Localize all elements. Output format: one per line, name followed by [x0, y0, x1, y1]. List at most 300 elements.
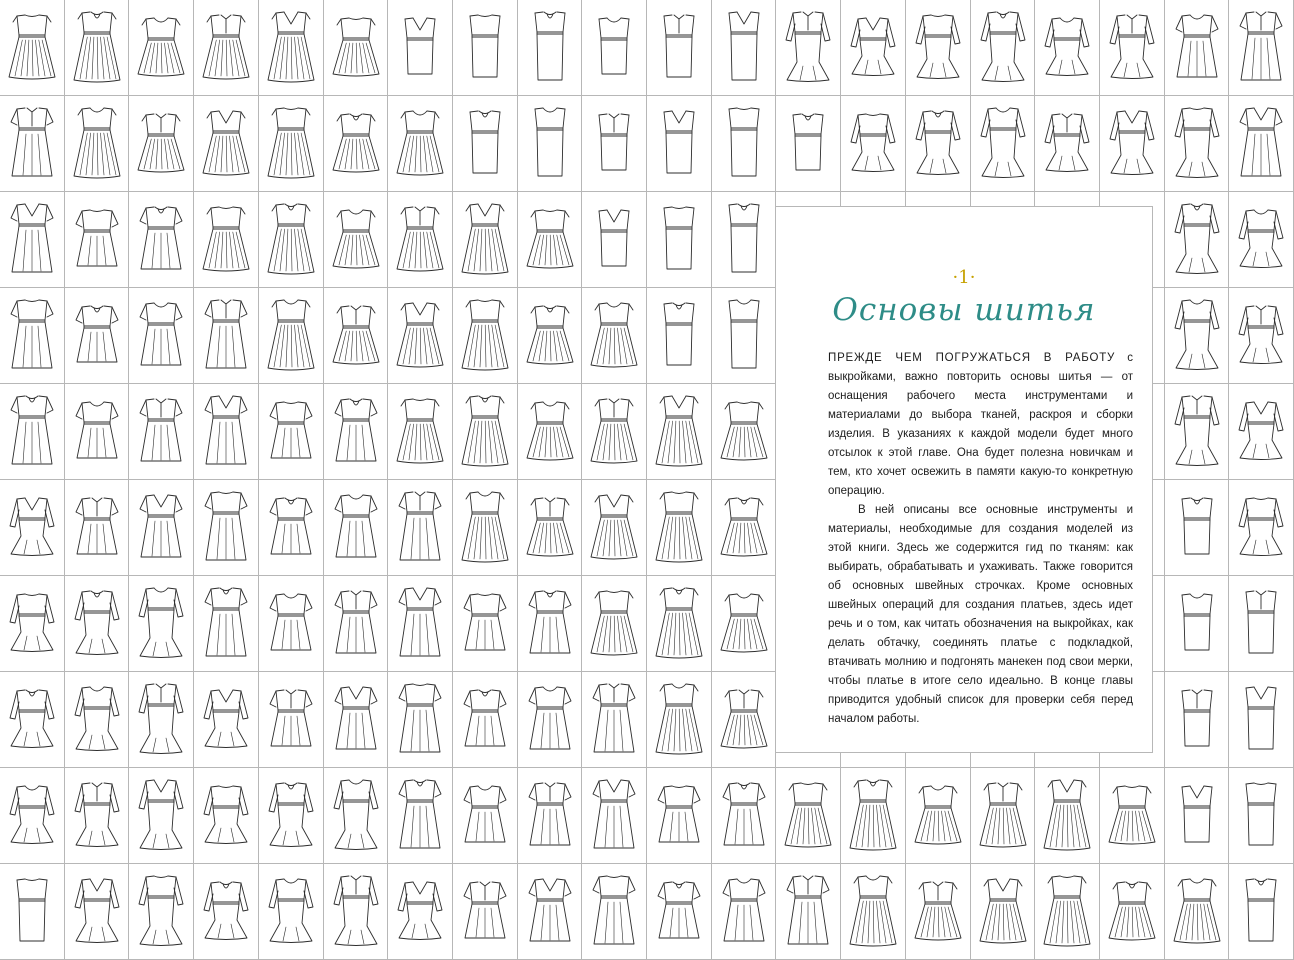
dress-sketch-cell: [453, 480, 518, 576]
chapter-paragraph-2: В ней описаны все основные инструменты и материалы, необходимые для создания моделей из этой книги. Здесь же содержится гид по тканям: как выбирать, обрабатывать и ухаживать. Также говорится об основных швейных строчках. Кроме основных швейных операций для создания платьев, здесь идет речь и о том, как читать обозначения на выкройках, как делать обтачку, соединять платье с подкладкой, втачивать молнию и подгонять манекен под свои мерки, чтобы платье в итоге село идеально. В конце главы приводится удобный список для проверки себя перед началом работы.: [828, 504, 1133, 725]
chapter-lead-caps: ПРЕЖДЕ ЧЕМ ПОГРУЖАТЬСЯ В РАБОТУ: [828, 352, 1116, 364]
dress-sketch-icon: [7, 298, 57, 374]
dress-sketch-icon: [848, 778, 898, 854]
dress-sketch-icon: [331, 112, 381, 176]
dress-sketch-cell: [647, 576, 712, 672]
dress-sketch-cell: [324, 672, 388, 768]
dress-sketch-cell: [65, 96, 129, 192]
dress-sketch-cell: [518, 672, 582, 768]
dress-sketch-cell: [259, 288, 324, 384]
dress-sketch-cell: [971, 864, 1035, 960]
dress-sketch-icon: [589, 301, 639, 371]
dress-sketch-icon: [1042, 874, 1092, 950]
dress-sketch-icon: [201, 586, 251, 662]
dress-sketch-cell: [129, 480, 194, 576]
dress-sketch-icon: [136, 778, 186, 854]
dress-sketch-icon: [913, 880, 963, 944]
dress-sketch-cell: [647, 384, 712, 480]
dress-sketch-cell: [0, 672, 65, 768]
dress-sketch-cell: [0, 96, 65, 192]
dress-sketch-icon: [525, 208, 575, 272]
dress-sketch-cell: [1035, 96, 1100, 192]
dress-sketch-icon: [266, 877, 316, 947]
dress-sketch-icon: [589, 493, 639, 563]
dress-sketch-icon: [1236, 877, 1286, 947]
dress-sketch-icon: [1172, 688, 1222, 752]
dress-sketch-icon: [783, 112, 833, 176]
dress-sketch-icon: [654, 490, 704, 566]
dress-sketch-cell: [1229, 480, 1294, 576]
dress-sketch-icon: [525, 781, 575, 851]
dress-sketch-icon: [395, 301, 445, 371]
dress-sketch-icon: [136, 493, 186, 563]
dress-sketch-cell: [1165, 192, 1229, 288]
dress-sketch-icon: [1236, 781, 1286, 851]
dress-sketch-cell: [259, 768, 324, 864]
dress-sketch-icon: [201, 688, 251, 752]
dress-sketch-icon: [201, 298, 251, 374]
dress-sketch-icon: [1042, 16, 1092, 80]
chapter-body: [828, 349, 1133, 729]
dress-sketch-icon: [460, 109, 510, 179]
dress-sketch-cell: [712, 672, 776, 768]
dress-sketch-icon: [525, 589, 575, 659]
dress-sketch-icon: [589, 208, 639, 272]
dress-sketch-cell: [518, 384, 582, 480]
dress-sketch-icon: [136, 205, 186, 275]
dress-sketch-icon: [719, 10, 769, 86]
dress-sketch-icon: [1172, 202, 1222, 278]
dress-sketch-icon: [589, 682, 639, 758]
dress-sketch-cell: [129, 0, 194, 96]
dress-sketch-cell: [129, 384, 194, 480]
dress-sketch-icon: [913, 13, 963, 83]
dress-sketch-cell: [259, 0, 324, 96]
dress-sketch-cell: [518, 768, 582, 864]
dress-sketch-cell: [0, 0, 65, 96]
dress-sketch-cell: [324, 480, 388, 576]
dress-sketch-cell: [712, 288, 776, 384]
dress-sketch-cell: [65, 864, 129, 960]
dress-sketch-cell: [518, 96, 582, 192]
dress-sketch-icon: [848, 874, 898, 950]
dress-sketch-cell: [388, 576, 453, 672]
dress-sketch-icon: [783, 781, 833, 851]
dress-sketch-cell: [1100, 768, 1165, 864]
dress-sketch-cell: [194, 672, 259, 768]
dress-sketch-cell: [324, 96, 388, 192]
dress-sketch-icon: [72, 685, 122, 755]
dress-sketch-cell: [453, 192, 518, 288]
dress-sketch-cell: [324, 768, 388, 864]
dress-sketch-cell: [712, 864, 776, 960]
dress-sketch-icon: [460, 490, 510, 566]
dress-sketch-cell: [388, 192, 453, 288]
dress-sketch-icon: [525, 10, 575, 86]
dress-sketch-cell: [582, 768, 647, 864]
dress-sketch-cell: [582, 96, 647, 192]
chapter-number: ·1·: [952, 267, 976, 288]
dress-sketch-cell: [712, 96, 776, 192]
dress-sketch-icon: [1236, 10, 1286, 86]
dress-sketch-icon: [201, 205, 251, 275]
chapter-paragraph-1: [828, 349, 1133, 501]
dress-sketch-cell: [647, 672, 712, 768]
dress-sketch-cell: [906, 0, 971, 96]
dress-sketch-cell: [388, 768, 453, 864]
dress-sketch-cell: [129, 192, 194, 288]
dress-sketch-icon: [1172, 592, 1222, 656]
dress-sketch-icon: [395, 586, 445, 662]
dress-sketch-cell: [194, 768, 259, 864]
dress-sketch-cell: [194, 192, 259, 288]
dress-sketch-cell: [1229, 576, 1294, 672]
dress-sketch-icon: [136, 301, 186, 371]
dress-sketch-cell: [388, 672, 453, 768]
dress-sketch-cell: [259, 96, 324, 192]
dress-sketch-icon: [395, 880, 445, 944]
dress-sketch-cell: [712, 768, 776, 864]
dress-sketch-icon: [654, 394, 704, 470]
dress-sketch-icon: [266, 592, 316, 656]
dress-sketch-icon: [1107, 784, 1157, 848]
chapter-paragraph-1-text: с выкройками, важно повторить основы шитья — от оснащения рабочего места инструментами и материалами до выбора тканей, раскроя и сборки изделия. В указаниях к каждой модели будет много отсылок к этой главе. Она будет полезна новичкам и тем, кто хочет освежить в памяти какую-то конкретную операцию.: [828, 352, 1133, 497]
dress-sketch-icon: [525, 496, 575, 560]
dress-sketch-icon: [7, 496, 57, 560]
dress-sketch-icon: [72, 400, 122, 464]
dress-sketch-icon: [1236, 400, 1286, 464]
dress-sketch-icon: [1172, 298, 1222, 374]
dress-sketch-icon: [395, 397, 445, 467]
dress-sketch-icon: [589, 778, 639, 854]
dress-sketch-icon: [654, 880, 704, 944]
dress-sketch-cell: [453, 672, 518, 768]
dress-sketch-cell: [65, 576, 129, 672]
dress-sketch-icon: [331, 493, 381, 563]
dress-sketch-cell: [259, 672, 324, 768]
dress-sketch-cell: [776, 96, 841, 192]
dress-sketch-icon: [978, 106, 1028, 182]
dress-sketch-icon: [1172, 394, 1222, 470]
dress-sketch-icon: [1172, 106, 1222, 182]
dress-sketch-cell: [906, 864, 971, 960]
dress-sketch-cell: [647, 96, 712, 192]
dress-sketch-icon: [589, 112, 639, 176]
dress-sketch-cell: [259, 192, 324, 288]
dress-sketch-icon: [72, 877, 122, 947]
dress-sketch-icon: [654, 205, 704, 275]
dress-sketch-cell: [65, 288, 129, 384]
dress-sketch-icon: [1172, 877, 1222, 947]
dress-sketch-cell: [324, 288, 388, 384]
dress-sketch-cell: [647, 288, 712, 384]
dress-sketch-icon: [201, 109, 251, 179]
dress-sketch-icon: [719, 877, 769, 947]
dress-sketch-cell: [582, 384, 647, 480]
dress-sketch-icon: [331, 778, 381, 854]
dress-sketch-icon: [266, 106, 316, 182]
dress-sketch-cell: [194, 864, 259, 960]
dress-sketch-cell: [388, 288, 453, 384]
dress-sketch-cell: [453, 384, 518, 480]
dress-sketch-icon: [525, 106, 575, 182]
dress-sketch-cell: [841, 96, 906, 192]
dress-sketch-icon: [460, 592, 510, 656]
dress-sketch-cell: [712, 0, 776, 96]
dress-sketch-icon: [331, 208, 381, 272]
dress-sketch-icon: [654, 13, 704, 83]
dress-sketch-icon: [654, 301, 704, 371]
dress-sketch-icon: [136, 874, 186, 950]
dress-sketch-icon: [1236, 496, 1286, 560]
dress-sketch-cell: [65, 480, 129, 576]
dress-sketch-icon: [72, 589, 122, 659]
dress-sketch-cell: [65, 384, 129, 480]
dress-sketch-icon: [72, 208, 122, 272]
dress-sketch-icon: [589, 874, 639, 950]
dress-sketch-cell: [776, 864, 841, 960]
dress-sketch-icon: [7, 13, 57, 83]
dress-sketch-icon: [266, 400, 316, 464]
dress-sketch-cell: [1165, 768, 1229, 864]
dress-sketch-cell: [647, 0, 712, 96]
dress-sketch-cell: [129, 672, 194, 768]
dress-sketch-cell: [65, 0, 129, 96]
dress-sketch-icon: [1107, 109, 1157, 179]
dress-sketch-icon: [1236, 208, 1286, 272]
dress-sketch-icon: [331, 874, 381, 950]
dress-sketch-cell: [259, 480, 324, 576]
dress-sketch-cell: [1165, 96, 1229, 192]
dress-sketch-icon: [331, 304, 381, 368]
dress-sketch-cell: [324, 576, 388, 672]
dress-sketch-cell: [518, 576, 582, 672]
dress-sketch-cell: [1165, 672, 1229, 768]
dress-sketch-icon: [72, 304, 122, 368]
dress-sketch-icon: [7, 877, 57, 947]
dress-sketch-icon: [1236, 589, 1286, 659]
dress-sketch-icon: [978, 877, 1028, 947]
dress-sketch-icon: [719, 496, 769, 560]
dress-sketch-cell: [453, 96, 518, 192]
dress-sketch-icon: [1107, 13, 1157, 83]
dress-sketch-icon: [201, 13, 251, 83]
dress-sketch-icon: [395, 109, 445, 179]
dress-sketch-cell: [388, 0, 453, 96]
dress-sketch-icon: [848, 112, 898, 176]
dress-sketch-icon: [848, 16, 898, 80]
dress-sketch-cell: [582, 480, 647, 576]
dress-sketch-icon: [783, 874, 833, 950]
dress-sketch-cell: [194, 0, 259, 96]
dress-sketch-icon: [201, 490, 251, 566]
dress-sketch-icon: [719, 298, 769, 374]
dress-sketch-cell: [841, 768, 906, 864]
dress-sketch-icon: [72, 10, 122, 86]
dress-sketch-icon: [460, 13, 510, 83]
dress-sketch-cell: [0, 384, 65, 480]
dress-sketch-cell: [1165, 288, 1229, 384]
dress-sketch-cell: [388, 96, 453, 192]
dress-sketch-icon: [7, 784, 57, 848]
dress-sketch-cell: [129, 288, 194, 384]
dress-sketch-icon: [719, 781, 769, 851]
dress-sketch-cell: [1229, 672, 1294, 768]
dress-sketch-icon: [7, 394, 57, 470]
dress-sketch-icon: [72, 106, 122, 182]
dress-sketch-cell: [1100, 864, 1165, 960]
dress-sketch-cell: [65, 768, 129, 864]
dress-sketch-icon: [460, 784, 510, 848]
dress-sketch-cell: [453, 576, 518, 672]
dress-sketch-icon: [266, 298, 316, 374]
dress-sketch-icon: [978, 781, 1028, 851]
dress-sketch-cell: [906, 768, 971, 864]
dress-sketch-cell: [712, 192, 776, 288]
dress-sketch-cell: [1229, 864, 1294, 960]
dress-sketch-cell: [453, 864, 518, 960]
dress-sketch-cell: [712, 480, 776, 576]
dress-sketch-icon: [913, 109, 963, 179]
dress-sketch-cell: [971, 96, 1035, 192]
dress-sketch-icon: [1042, 112, 1092, 176]
dress-sketch-cell: [388, 480, 453, 576]
dress-sketch-icon: [7, 106, 57, 182]
dress-sketch-icon: [7, 592, 57, 656]
dress-sketch-icon: [72, 781, 122, 851]
dress-sketch-icon: [331, 685, 381, 755]
dress-sketch-cell: [194, 480, 259, 576]
dress-sketch-icon: [525, 304, 575, 368]
dress-sketch-icon: [331, 397, 381, 467]
dress-sketch-cell: [1165, 576, 1229, 672]
dress-sketch-cell: [712, 576, 776, 672]
dress-sketch-icon: [1236, 106, 1286, 182]
dress-sketch-icon: [1042, 778, 1092, 854]
dress-sketch-icon: [395, 778, 445, 854]
dress-sketch-cell: [776, 768, 841, 864]
dress-sketch-icon: [7, 688, 57, 752]
dress-sketch-cell: [582, 288, 647, 384]
dress-sketch-icon: [1236, 685, 1286, 755]
dress-sketch-icon: [136, 586, 186, 662]
dress-sketch-icon: [460, 880, 510, 944]
dress-sketch-cell: [971, 768, 1035, 864]
dress-sketch-cell: [582, 192, 647, 288]
dress-sketch-cell: [1035, 0, 1100, 96]
dress-sketch-cell: [518, 288, 582, 384]
dress-sketch-icon: [266, 688, 316, 752]
dress-sketch-icon: [460, 394, 510, 470]
dress-sketch-cell: [0, 864, 65, 960]
dress-sketch-cell: [518, 0, 582, 96]
dress-sketch-cell: [129, 864, 194, 960]
dress-sketch-cell: [518, 192, 582, 288]
dress-sketch-icon: [7, 202, 57, 278]
dress-sketch-icon: [1172, 496, 1222, 560]
dress-sketch-cell: [129, 576, 194, 672]
dress-sketch-cell: [1229, 288, 1294, 384]
dress-sketch-icon: [589, 16, 639, 80]
dress-sketch-icon: [266, 781, 316, 851]
dress-sketch-icon: [460, 298, 510, 374]
dress-sketch-icon: [654, 109, 704, 179]
dress-sketch-cell: [582, 576, 647, 672]
dress-sketch-cell: [518, 864, 582, 960]
dress-sketch-cell: [1035, 864, 1100, 960]
dress-sketch-icon: [1107, 880, 1157, 944]
dress-sketch-cell: [194, 576, 259, 672]
dress-sketch-icon: [913, 784, 963, 848]
dress-sketch-cell: [259, 576, 324, 672]
dress-sketch-icon: [719, 688, 769, 752]
dress-sketch-cell: [388, 384, 453, 480]
dress-sketch-icon: [1172, 784, 1222, 848]
dress-sketch-icon: [201, 784, 251, 848]
dress-sketch-icon: [719, 592, 769, 656]
dress-sketch-cell: [647, 480, 712, 576]
dress-sketch-icon: [525, 400, 575, 464]
dress-sketch-cell: [1165, 480, 1229, 576]
dress-sketch-icon: [395, 682, 445, 758]
dress-sketch-icon: [460, 688, 510, 752]
dress-sketch-cell: [0, 192, 65, 288]
dress-sketch-cell: [1229, 0, 1294, 96]
dress-sketch-icon: [589, 397, 639, 467]
dress-sketch-cell: [518, 480, 582, 576]
dress-sketch-cell: [0, 480, 65, 576]
dress-sketch-cell: [1165, 0, 1229, 96]
dress-sketch-icon: [719, 202, 769, 278]
dress-sketch-cell: [0, 288, 65, 384]
dress-sketch-icon: [654, 784, 704, 848]
dress-sketch-icon: [266, 202, 316, 278]
dress-sketch-cell: [194, 288, 259, 384]
dress-sketch-cell: [453, 0, 518, 96]
dress-sketch-cell: [1165, 384, 1229, 480]
dress-sketch-icon: [395, 490, 445, 566]
dress-sketch-cell: [129, 96, 194, 192]
dress-sketch-cell: [776, 0, 841, 96]
dress-sketch-cell: [1100, 0, 1165, 96]
dress-sketch-cell: [129, 768, 194, 864]
dress-sketch-icon: [331, 589, 381, 659]
dress-sketch-cell: [259, 864, 324, 960]
dress-sketch-cell: [1165, 864, 1229, 960]
dress-sketch-cell: [1229, 96, 1294, 192]
dress-sketch-icon: [978, 10, 1028, 86]
dress-sketch-cell: [647, 192, 712, 288]
dress-sketch-icon: [395, 16, 445, 80]
dress-sketch-cell: [971, 0, 1035, 96]
dress-sketch-cell: [841, 864, 906, 960]
dress-sketch-cell: [582, 0, 647, 96]
dress-sketch-cell: [65, 672, 129, 768]
dress-sketch-cell: [841, 0, 906, 96]
dress-sketch-cell: [906, 96, 971, 192]
dress-sketch-icon: [719, 106, 769, 182]
dress-sketch-cell: [647, 768, 712, 864]
dress-sketch-cell: [0, 768, 65, 864]
chapter-intro-panel: [775, 206, 1153, 753]
dress-sketch-cell: [65, 192, 129, 288]
dress-sketch-cell: [388, 864, 453, 960]
dress-sketch-cell: [324, 384, 388, 480]
dress-sketch-cell: [453, 768, 518, 864]
dress-sketch-cell: [582, 864, 647, 960]
dress-sketch-icon: [525, 685, 575, 755]
dress-sketch-cell: [1229, 192, 1294, 288]
